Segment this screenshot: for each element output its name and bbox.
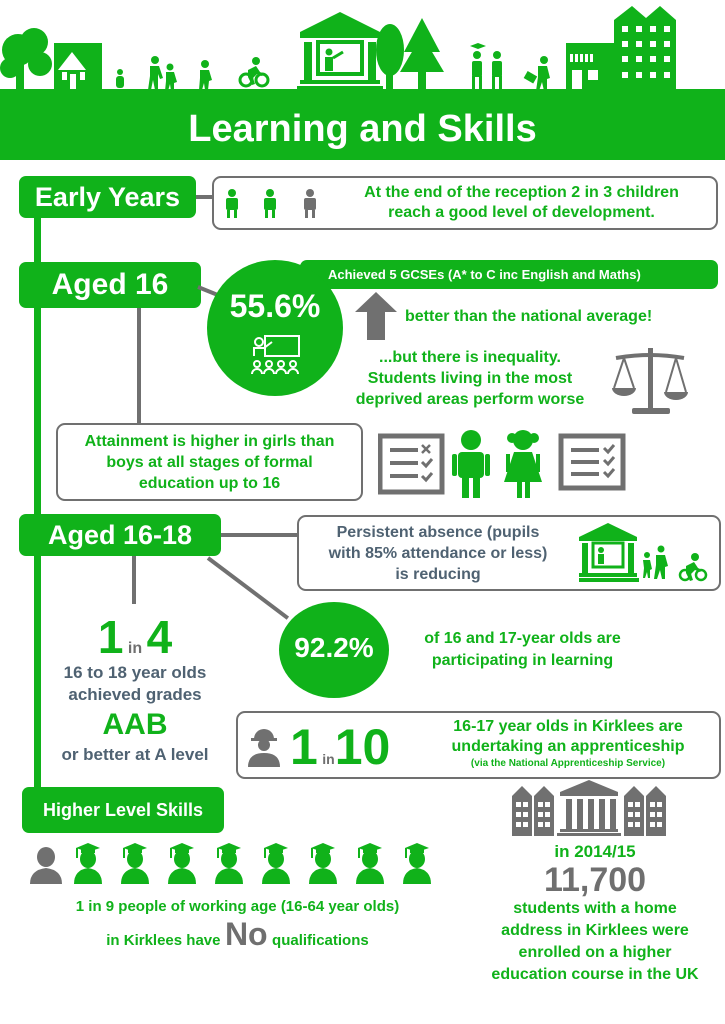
checklist-icon bbox=[561, 436, 623, 488]
connector bbox=[207, 556, 289, 619]
section-label-aged-16-18: Aged 16-18 bbox=[19, 514, 221, 556]
gcse-percent-circle bbox=[207, 260, 343, 396]
connector bbox=[221, 533, 298, 537]
he-year: in 2014/15 bbox=[554, 842, 636, 861]
section-label-higher-level-skills: Higher Level Skills bbox=[22, 787, 224, 833]
tree-icon bbox=[376, 24, 404, 91]
people-graduates-icons bbox=[28, 842, 448, 890]
boy-icon bbox=[452, 430, 490, 498]
aab-stat: 1 in 4 16 to 18 year olds achieved grades AAB or better at A level bbox=[40, 612, 230, 766]
participation-circle bbox=[279, 602, 389, 698]
apartment-building-icon bbox=[614, 6, 676, 91]
children-icons bbox=[222, 188, 322, 220]
shops-building-icon bbox=[566, 43, 614, 91]
construction-worker-icon bbox=[246, 725, 282, 767]
child-icon bbox=[226, 189, 238, 218]
checklist-icon bbox=[380, 436, 442, 492]
girl-icon bbox=[504, 430, 542, 498]
connector bbox=[196, 195, 212, 199]
section-label-early-years: Early Years bbox=[19, 176, 196, 218]
apprenticeship-text: 16-17 year olds in Kirklees are undertaking an apprenticeship (via the National Apprenticeship Service) bbox=[451, 718, 685, 769]
four: 4 bbox=[146, 611, 173, 663]
house-icon bbox=[54, 43, 102, 91]
higher-education-stat: in 2014/15 11,700 students with a home address in Kirklees were enrolled on a higher education course in the UK bbox=[470, 842, 720, 986]
up-arrow-icon bbox=[355, 292, 397, 340]
apprenticeship-stat: 1 in10 bbox=[290, 719, 391, 775]
apprenticeship-box bbox=[236, 711, 721, 779]
pine-tree-icon bbox=[400, 18, 444, 91]
early-years-box bbox=[212, 176, 718, 230]
attainment-box bbox=[56, 423, 363, 501]
school-walk-cycle-icons bbox=[579, 523, 719, 585]
gender-comparison-icons bbox=[378, 428, 628, 500]
person-icon bbox=[30, 847, 62, 884]
child-icon bbox=[304, 189, 316, 218]
grades: AAB bbox=[102, 708, 168, 741]
connector bbox=[137, 308, 141, 426]
absence-text: Persistent absence (pupils with 85% attendance or less) is reducing bbox=[328, 524, 548, 583]
no-qualifications-line2: in Kirklees have No qualifications bbox=[106, 916, 369, 952]
page-title: Learning and Skills bbox=[188, 108, 537, 150]
businessman-walking-icon bbox=[524, 56, 550, 91]
gcse-percent: 55.6% bbox=[229, 288, 321, 324]
early-years-text: At the end of the reception 2 in 3 children reach a good level of development. bbox=[364, 184, 679, 221]
one: 1 bbox=[97, 611, 124, 663]
in: in bbox=[127, 640, 143, 657]
absence-box bbox=[297, 515, 721, 591]
connector bbox=[132, 556, 136, 604]
gcse-banner: Achieved 5 GCSEs (A* to C inc English and Maths) bbox=[300, 260, 718, 289]
no-qualifications-line1: 1 in 9 people of working age (16-64 year olds) bbox=[75, 898, 400, 915]
school-building-icon bbox=[297, 12, 383, 91]
scales-icon bbox=[612, 344, 688, 420]
attainment-text: Attainment is higher in girls than boys at all stages of formal education up to 16 bbox=[84, 433, 335, 492]
no-emphasis: No bbox=[224, 916, 268, 952]
section-label-aged-16: Aged 16 bbox=[19, 262, 201, 308]
cyclist-icon bbox=[240, 57, 268, 86]
he-count: 11,700 bbox=[543, 861, 647, 899]
child-icon bbox=[264, 189, 276, 218]
teacher-classroom-icon bbox=[249, 334, 303, 378]
graduate-icon bbox=[74, 843, 431, 884]
participation-percent: 92.2% bbox=[294, 632, 374, 663]
participation-text: of 16 and 17-year olds are participating in learning bbox=[424, 630, 621, 669]
inequality-text: ...but there is inequality. Students living in the most deprived areas perform worse bbox=[355, 349, 585, 408]
tree-icon bbox=[0, 28, 52, 91]
better-than-national: better than the national average! bbox=[405, 308, 653, 325]
university-town-icon bbox=[512, 780, 666, 838]
graduate-handshake-icon bbox=[470, 43, 502, 91]
